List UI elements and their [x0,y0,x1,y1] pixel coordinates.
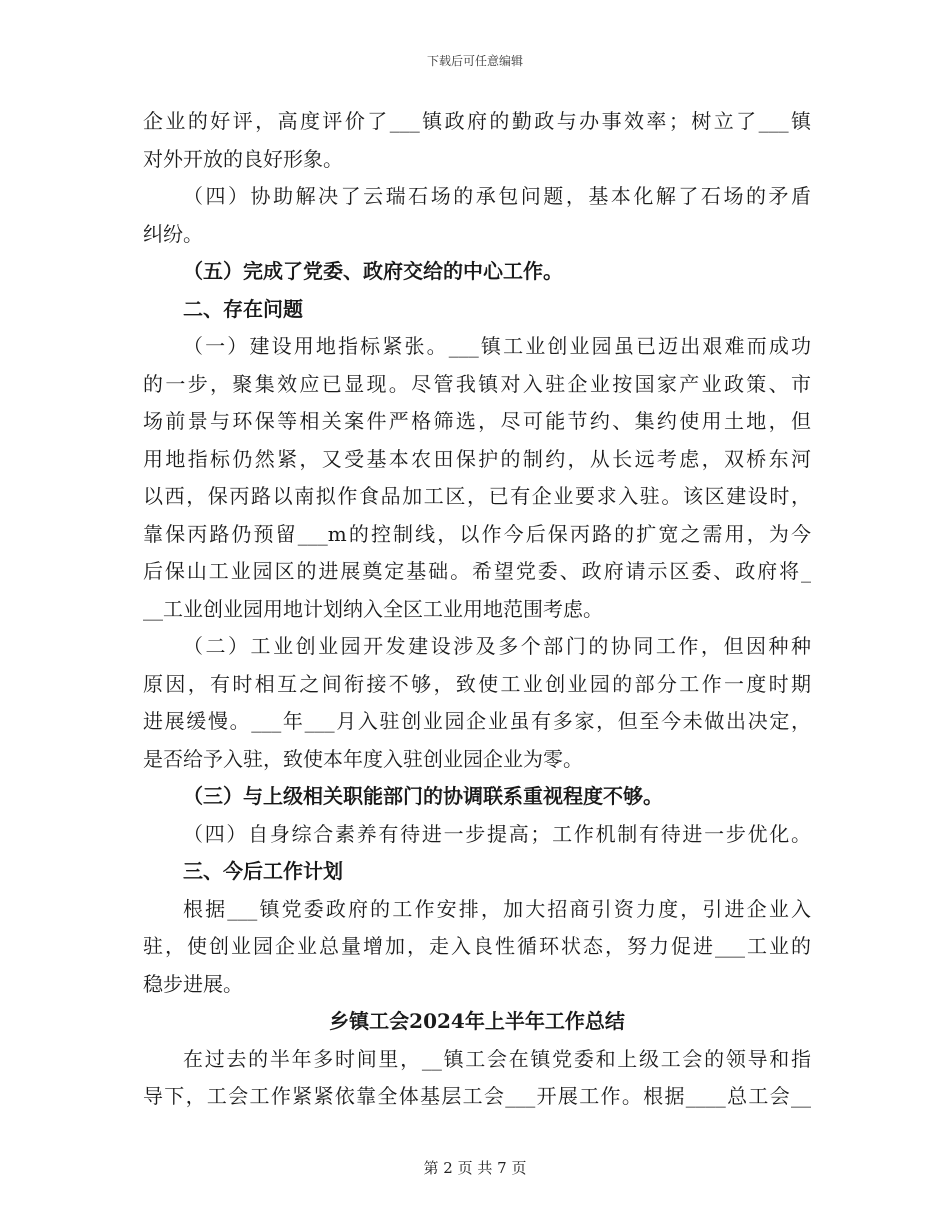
paragraph-line: 靠保丙路仍预留___m的控制线，以作今后保丙路的扩宽之需用，为今 [143,521,811,546]
paragraph-line: 驻，使创业园企业总量增加，走入良性循环状态，努力促进___工业的 [143,934,811,958]
section-heading: 三、今后工作计划 [183,859,343,883]
paragraph-line: 的一步，聚集效应已显现。尽管我镇对入驻企业按国家产业政策、市 [143,371,811,396]
paragraph-line: 后保山工业园区的进展奠定基础。希望党委、政府请示区委、政府将_ [143,559,811,583]
paragraph-line: __工业创业园用地计划纳入全区工业用地范围考虑。 [143,596,603,621]
page-footer: 第 2 页 共 7 页 [423,1159,527,1177]
paragraph-line: 场前景与环保等相关案件严格筛选，尽可能节约、集约使用土地，但 [143,409,811,433]
paragraph-line: 用地指标仍然紧，又受基本农田保护的制约，从长远考虑，双桥东河 [143,446,811,471]
paragraph-line: （四）协助解决了云瑞石场的承包问题，基本化解了石场的矛盾 [183,184,811,208]
paragraph-line: 以西，保丙路以南拟作食品加工区，已有企业要求入驻。该区建设时， [143,484,811,508]
paragraph-line: 企业的好评，高度评价了___镇政府的勤政与办事效率；树立了___镇 [143,109,811,133]
document-title: 乡镇工会2024年上半年工作总结 [329,1009,625,1033]
section-heading: 二、存在问题 [183,296,303,321]
paragraph-line: 导下，工会工作紧紧依靠全体基层工会___开展工作。根据____总工会__ [143,1084,811,1108]
document-body [143,103,811,1116]
paragraph-line: 对外开放的良好形象。 [143,146,343,171]
paragraph-line: （四）自身综合素养有待进一步提高；工作机制有待进一步优化。 [183,821,811,846]
paragraph-line: （一）建设用地指标紧张。___镇工业创业园虽已迈出艰难而成功 [183,334,811,358]
paragraph-line: 稳步进展。 [143,971,243,996]
paragraph-line: 进展缓慢。___年___月入驻创业园企业虽有多家，但至今未做出决定， [143,709,811,733]
page-header: 下载后可任意编辑 [426,54,523,68]
paragraph-line: 原因，有时相互之间衔接不够，致使工业创业园的部分工作一度时期 [143,671,811,696]
paragraph-line: 纠纷。 [143,221,203,246]
paragraph-line: （二）工业创业园开发建设涉及多个部门的协同工作，但因种种 [183,634,811,658]
section-heading: （五）完成了党委、政府交给的中心工作。 [183,259,563,283]
section-heading: （三）与上级相关职能部门的协调联系重视程度不够。 [183,784,663,808]
paragraph-line: 是否给予入驻，致使本年度入驻创业园企业为零。 [143,746,583,771]
paragraph-line: 根据___镇党委政府的工作安排，加大招商引资力度，引进企业入 [183,896,811,921]
paragraph-line: 在过去的半年多时间里，__镇工会在镇党委和上级工会的领导和指 [183,1046,811,1071]
